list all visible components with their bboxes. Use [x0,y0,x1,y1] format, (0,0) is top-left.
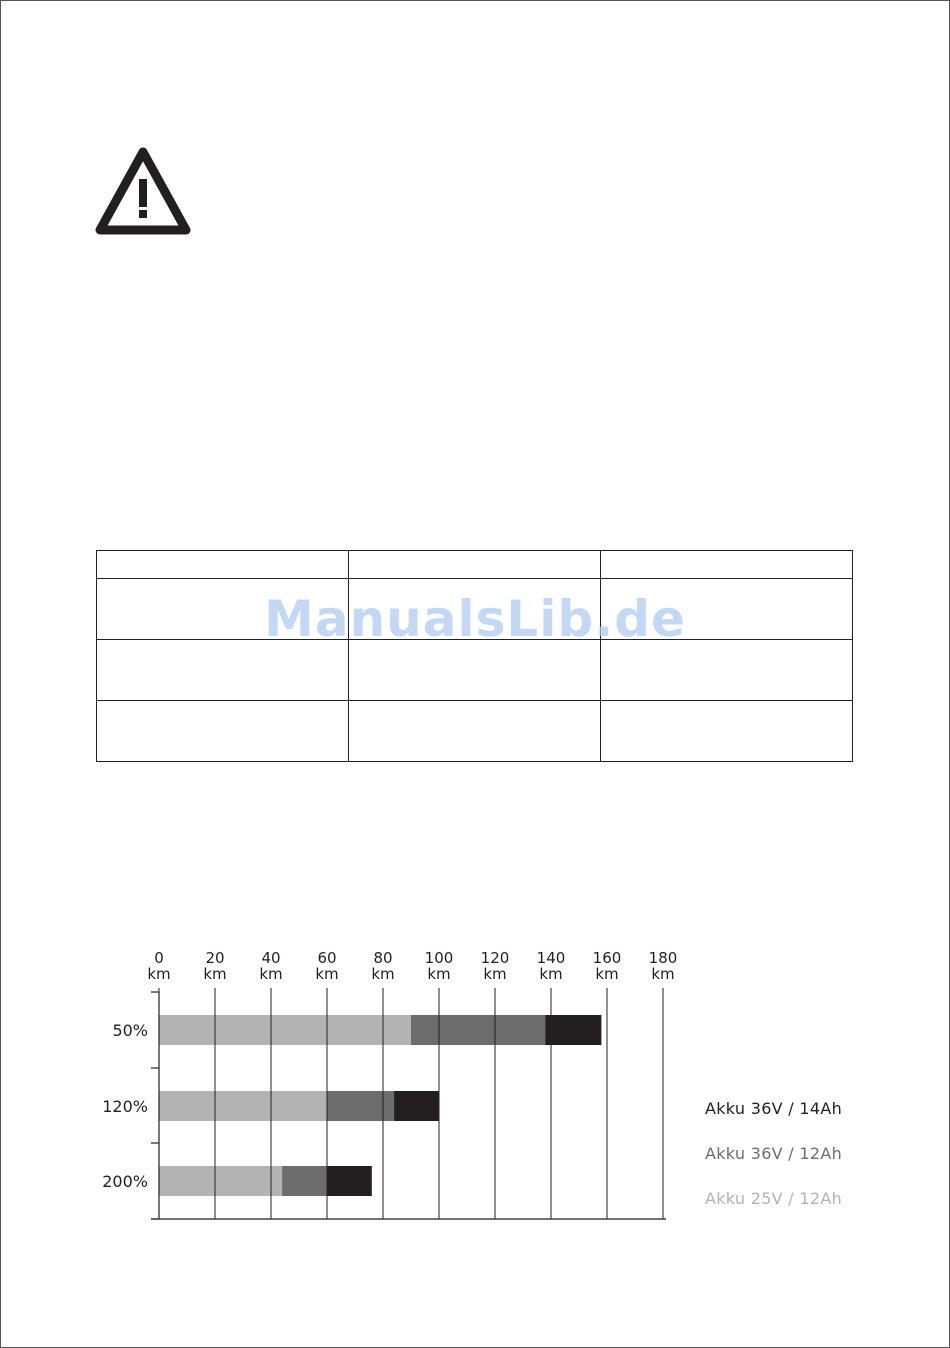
bar-3-3 [159,1166,282,1196]
category-label: 50% [112,1021,148,1040]
x-tick-label: 40 km [259,949,283,983]
x-tick-label: 100 km [424,949,454,983]
watermark: ManualsLib.de [264,590,686,648]
x-tick-label: 60 km [315,949,339,983]
x-tick-label: 160 km [592,949,622,983]
legend-item: Akku 36V / 12Ah [705,1144,843,1163]
legend-item: Akku 36V / 14Ah [705,1099,843,1118]
category-label: 120% [102,1097,148,1116]
x-tick-label: 20 km [203,949,227,983]
bar-3-1 [159,1015,411,1045]
bar-3-2 [159,1091,327,1121]
x-tick-label: 0 km [147,949,171,983]
x-tick-label: 140 km [536,949,566,983]
legend-item: Akku 25V / 12Ah [705,1189,843,1208]
x-tick-label: 120 km [480,949,510,983]
category-label: 200% [102,1172,148,1191]
x-tick-label: 180 km [648,949,678,983]
x-tick-label: 80 km [371,949,395,983]
